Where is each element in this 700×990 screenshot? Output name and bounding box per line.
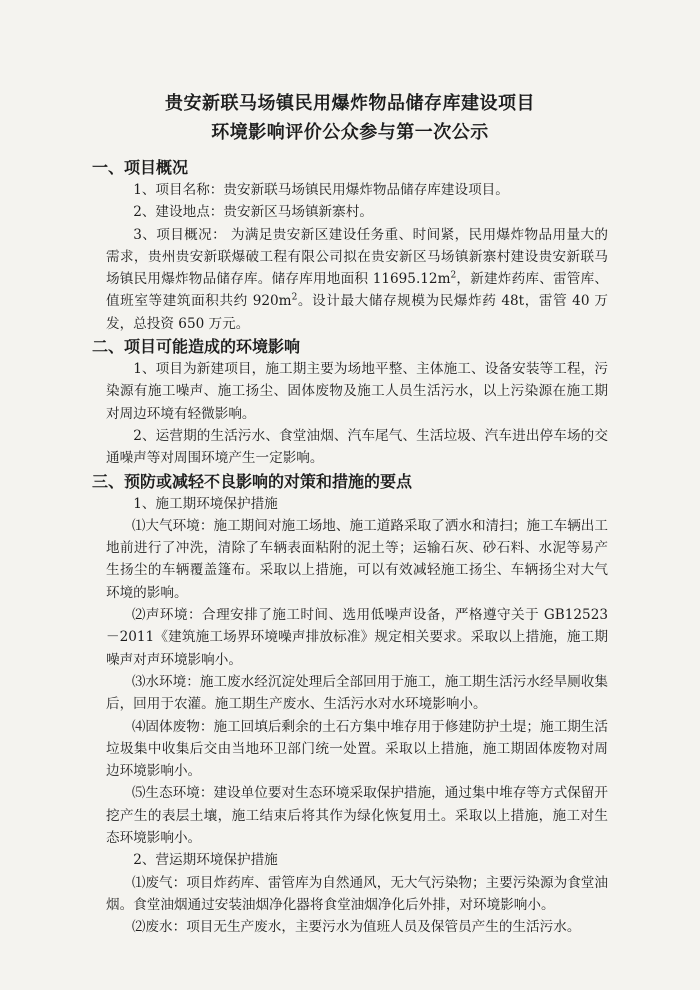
section3-heading: 三、预防或减轻不良影响的对策和措施的要点 [92,471,413,491]
construction-ecology: ⑸生态环境：建设单位要对生态环境采取保护措施，通过集中堆存等方式保留开挖产生的表层土壤，施工结束后将其作为绿化恢复用土。采取以上措施，施工对生态环境影响小。 [106,785,608,847]
section1-item1: 1、项目名称：贵安新联马场镇民用爆炸物品储存库建设项目。 [133,182,509,198]
construction-water: ⑶水环境：施工废水经沉淀处理后全部回用于施工，施工期生活污水经旱厕收集后，回用于农灌。施工期生产废水、生活污水对水环境影响小。 [106,673,608,713]
document-title-line1: 贵安新联马场镇民用爆炸物品储存库建设项目 [165,93,535,114]
document-title-line2: 环境影响评价公众参与第一次公示 [211,122,489,143]
section2-item1: 1、项目为新建项目，施工期主要为场地平整、主体施工、设备安装等工程，污染源有施工噪声、施工扬尘、固体废物及施工人员生活污水，以上污染源在施工期对周边环境有轻微影响。 [106,361,608,422]
section1-item3-part-a: 3、项目概况： 为满足贵安新区建设任务重、时间紧，民用爆炸物品用量大的需求，贵州贵安新联爆破工程有限公司拟在贵安新区马场镇新寨村建设贵安新联马场镇民用爆炸物品储存库。储存库用地面积 11695.12m [106,226,608,288]
section1-heading: 一、项目概况 [92,158,189,177]
section1-item3-superscript-2: 2 [291,292,298,303]
construction-noise: ⑵声环境：合理安排了施工时间、选用低噪声设备，严格遵守关于 GB12523－2011《建筑施工场界环境噪声排放标准》规定相关要求。采取以上措施，施工期噪声对声环境影响小。 [106,607,608,668]
section1-item3-superscript-1: 2 [450,270,457,281]
document-body [92,156,608,939]
section1-item3-part-c: 。设计最大储存规模为民爆炸药 48t，雷管 40 万发，总投资 650 万元。 [106,293,608,332]
operation-measures-heading: 2、营运期环境保护措施 [133,852,278,869]
section2-item2: 2、运营期的生活污水、食堂油烟、汽车尾气、生活垃圾、汽车进出停车场的交通噪声等对周围环境产生一定影响。 [106,427,608,467]
operation-wastewater: ⑵废水：项目无生产废水，主要污水为值班人员及保管员产生的生活污水。 [131,919,581,936]
construction-air: ⑴大气环境：施工期间对施工场地、施工道路采取了洒水和清扫；施工车辆出工地前进行了冲洗，清除了车辆表面粘附的泥土等；运输石灰、砂石料、水泥等易产生扬尘的车辆覆盖篷布。采取以上措施，可以有效减轻施工扬尘、车辆扬尘对大气环境的影响。 [106,517,608,601]
section1-item3 [106,224,608,335]
construction-solid-waste: ⑷固体废物：施工回填后剩余的土石方集中堆存用于修建防护土堤；施工期生活垃圾集中收集后交由当地环卫部门统一处置。采取以上措施，施工期固体废物对周边环境影响小。 [106,718,608,780]
section1-item3-part-b: ，新建炸药库、雷管库、值班室等建筑面积共约 920m [106,271,608,310]
construction-measures-heading: 1、施工期环境保护措施 [133,495,278,512]
operation-exhaust: ⑴废气：项目炸药库、雷管库为自然通风，无大气污染物；主要污染源为食堂油烟。食堂油烟通过安装油烟净化器将食堂油烟净化后外排，对环境影响小。 [106,874,608,913]
section2-heading: 二、项目可能造成的环境影响 [92,337,301,357]
section1-item2: 2、建设地点：贵安新区马场镇新寨村。 [133,204,373,221]
